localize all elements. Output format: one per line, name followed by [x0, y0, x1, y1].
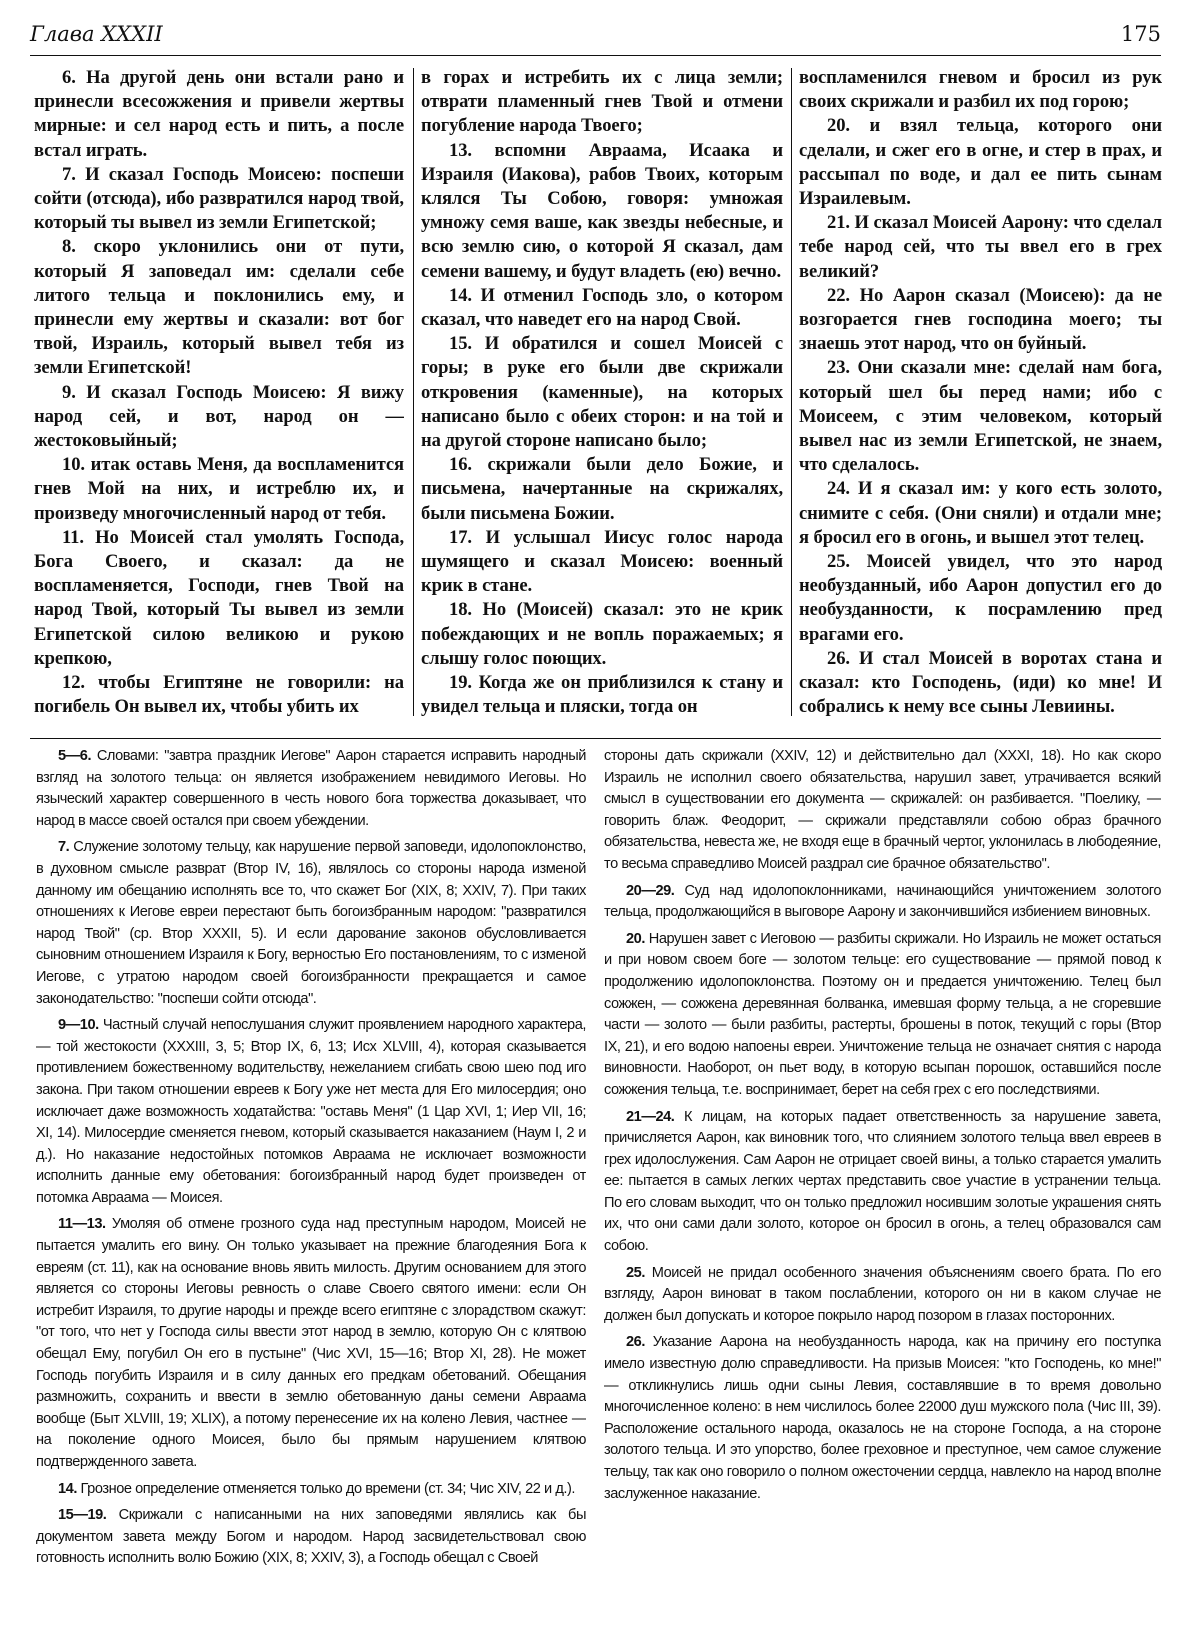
verse: 13. вспомни Авраама, Исаака и Израиля (Иакова), рабов Твоих, которым клялся Ты Собою, говоря: умножая умножу семя ваше, как звезды небесные, и всю землю сию, о которой Я сказал, дам семени вашему, и будут владеть (ею) вечно. [421, 139, 783, 282]
verse: 6. На другой день они встали рано и принесли всесожжения и привели жертвы мирные: и сел народ есть и пить, а после встал играть. [34, 67, 404, 161]
verse-reference: 5—6. [58, 748, 92, 764]
verse: 12. чтобы Египтяне не говорили: на погибель Он вывел их, чтобы убить их [34, 672, 404, 718]
commentary-paragraph [604, 1263, 1161, 1328]
verse-reference: 25. [626, 1264, 645, 1281]
commentary-text: Нарушен завет с Иеговою — разбиты скрижали. Но Израиль не может остаться и при новом своем боге — золотом тельце: его существование — прямой повод к продолжению идолопоклонства. Поэтому он и предается уничтожению. Телец был сожжен, — сожжена деревянная болванка, имевшая форму тельца, а не сгоревшие части — золото — были разбиты, растерты, брошены в поток, текущий с горы (Втор IX, 21), и его водою напоены евреи. Уничтожение тельца не означает снятия с народа виновности. Наоборот, он пьет воду, в которую всыпан порошок, оставшийся после сожжения тельца, т.е. воспринимает, берет на себя грех с его последствиями. [604, 930, 1161, 1098]
commentary-text: Моисей не придал особенного значения объяснениям своего брата. По его взгляду, Аарон виноват в таком послаблении, которого он ни в каком случае не должен был допускать и которое покрыло народ позором в глазах посторонних. [604, 1264, 1161, 1324]
verse-reference: 21—24. [626, 1108, 675, 1125]
verse-reference: 20—29. [626, 882, 675, 899]
commentary-text: стороны дать скрижали (XXIV, 12) и действительно дал (XXXI, 18). Но как скоро Израиль не исполнил своего обязательства, нарушил завет, утрачивается всякий смысл в существовании его документа — скрижалей: он разбивается. "Поелику, — говорить блаж. Феодорит, — скрижали представляли собою образ брачного обязательства, невеста же, не входя еще в брачный чертог, уклонилась в любодеяние, то весьма справедливо Моисей раздрал сие брачное обязательство". [604, 748, 1161, 872]
commentary-text: Скрижали с написанными на них заповедями являлись как бы документом завета между Богом и народом. Народ засвидетельствовал свою готовность исполнить волю Божию (XIX, 8; XXIV, 3), а Господь обещал с Своей [36, 1507, 586, 1567]
commentary-column-2 [604, 746, 1161, 1616]
verse-reference: 11—13. [58, 1216, 106, 1233]
verse-reference: 9—10. [58, 1017, 99, 1034]
verse: 26. И стал Моисей в воротах стана и сказал: кто Господень, (иди) ко мне! И собрались к нему все сыны Левиины. [799, 647, 1162, 718]
verse: 18. Но (Моисей) сказал: это не крик побеждающих и не вопль поражаемых; я слышу голос поющих. [421, 599, 783, 669]
commentary-text: Указание Аарона на необузданность народа, как на причину его поступка имело известную долю справедливости. На призыв Моисея: "кто Господень, ко мне!" — откликнулись лишь одни сыны Левия, составлявшие в то время довольно многочисленное колено: в нем числилось более 22000 душ мужского пола (Чис III, 39). Расположение остального народа, оказалось не на стороне Господа, а на стороне золотого тельца. И это упорство, более греховное и преступное, чем самое служение тельцу, так как оно говорило о полном ожесточении сердца, навлекло на народ вполне заслуженное наказание. [604, 1334, 1161, 1502]
verse: 22. Но Аарон сказал (Моисею): да не возгорается гнев господина моего; ты знаешь этот народ, что он буйный. [799, 284, 1162, 355]
commentary-paragraph [604, 1332, 1161, 1505]
header-rule [30, 55, 1161, 56]
commentary-paragraph [604, 1107, 1161, 1258]
verse-reference: 7. [58, 839, 70, 856]
verse: воспламенился гневом и бросил из рук своих скрижали и разбил их под горою; [799, 67, 1162, 113]
commentary-text: Словами: "завтра праздник Иегове" Аарон старается исправить народный взгляд на золотого тельца: он является изображением невидимого Иеговы. Но языческий характер совершенного в честь нового бога торжества доказывает, что народ в массе своей остался при своем убеждении. [36, 748, 586, 829]
column-separator [413, 68, 414, 716]
column-separator [791, 68, 792, 716]
commentary-paragraph [36, 1505, 586, 1570]
verse: 24. И я сказал им: у кого есть золото, снимите с себя. (Они сняли) и отдали мне; я бросил его в огонь, и вышел этот телец. [799, 478, 1162, 548]
commentary-paragraph [36, 1214, 586, 1473]
verse-reference: 26. [626, 1334, 645, 1351]
commentary-paragraph [604, 881, 1161, 924]
verse-reference: 20. [626, 930, 645, 947]
verse: 25. Моисей увидел, что это народ необузданный, ибо Аарон допустил его до необузданности, к посрамлению пред врагами его. [799, 551, 1162, 645]
commentary-text: Грозное определение отменяется только до времени (ст. 34; Чис XIV, 22 и д.). [76, 1480, 576, 1497]
commentary-column-1 [36, 746, 586, 1616]
commentary-paragraph [36, 837, 586, 1010]
verse-reference: 14. [58, 1480, 77, 1497]
verse: 16. скрижали были дело Божие, и письмена, начертанные на скрижалях, были письмена Божии. [421, 454, 783, 524]
page-number: 175 [1120, 22, 1161, 46]
verse: 11. Но Моисей стал умолять Господа, Бога Своего, и сказал: да не воспламеняется, Господи, гнев Твой на народ Твой, который Ты вывел из земли Египетской силою великою и рукою крепкою, [34, 526, 404, 669]
verse: 15. И обратился и сошел Моисей с горы; в руке его были две скрижали откровения (каменные), на которых написано было с обеих сторон: и на той и на другой стороне написано было; [421, 333, 783, 452]
section-divider [30, 738, 1161, 739]
commentary-text: Умоляя об отмене грозного суда над преступным народом, Моисей не пытается умалить его вину. Он только указывает на прежние благодеяния Бога к евреям (ст. 11), как на основание вновь явить милость. Другим основанием для этого является со стороны Иеговы ревность о славе Своего святого имени: если Он истребит Израиля, то другие народы и прежде всего египтяне с злорадством скажут: "от того, что нет у Господа силы ввести этот народ в землю, которую Он с клятвою обещал Ему, погубил Он его в пустыне" (Чис XVI, 15—16; Втор XI, 28). Не может Господь погубить Израиля и в силу данных его предкам обетований. Обещания размножить, сохранить и ввести в землю обетованную даны семени Авраама вообще (Быт XLVIII, 19; XLIX), а потому перенесение их на колено Левия, частнее — на поколение одного Моисея, было бы прямым нарушением клятвою подтвержденного завета. [36, 1216, 586, 1470]
verse: 10. итак оставь Меня, да воспламенится гнев Мой на них, и истреблю их, и произведу многочисленный народ от тебя. [34, 454, 404, 524]
verse: 14. И отменил Господь зло, о котором сказал, что наведет его на народ Свой. [421, 284, 783, 331]
bible-text-column-1 [34, 66, 404, 721]
verse: 7. И сказал Господь Моисею: поспеши сойти (отсюда), ибо развратился народ твой, который ты вывел из земли Египетской; [34, 163, 404, 234]
commentary-text: Служение золотому тельцу, как нарушение первой заповеди, идолопоклонство, в духовном смысле разврат (Втор IV, 16), являлось со стороны народа изменой данному им обещанию исполнять все то, что скажет Бог (XIX, 8; XXIV, 7). При таких отношениях к Иегове евреи перестают быть богоизбранным народом: "развратился народ Твой" (ср. Втор XXXII, 5). И если дарование законов обусловливается сыновним отношением Израиля к Богу, верностью Его постановлениям, то с изменой Иегове, с утратою народом своей богоизбранности прекращается и самое законодательство: "поспеши сойти отсюда". [36, 839, 586, 1007]
verse: 20. и взял тельца, которого они сделали, и сжег его в огне, и стер в прах, и рассыпал по воде, и дал ее пить сынам Израилевым. [799, 115, 1162, 210]
commentary-text: К лицам, на которых падает ответственность за нарушение завета, причисляется Аарон, как виновник того, что слиянием золотого тельца ввел евреев в грех идолослужения. Сам Аарон не отрицает своей вины, а только старается умалить ее: пытается в самых легких чертах представить свое участие в устранении тельца. По его словам выходит, что он только предложил носившим золотые украшения снять их, что они сами дали золото, которое он бросил в огонь, а телец образовался сам собою. [604, 1108, 1161, 1255]
page-header [30, 20, 1161, 50]
commentary-paragraph [604, 929, 1161, 1102]
verse-reference: 15—19. [58, 1507, 107, 1524]
verse: 17. И услышал Иисус голос народа шумящего и сказал Моисею: военный крик в стане. [421, 526, 783, 597]
verse: в горах и истребить их с лица земли; отврати пламенный гнев Твой и отмени погубление народа Твоего; [421, 67, 783, 137]
commentary-paragraph [36, 1479, 586, 1501]
commentary-paragraph [36, 1015, 586, 1209]
commentary-paragraph [604, 746, 1161, 876]
verse: 23. Они сказали мне: сделай нам бога, который шел бы перед нами; ибо с Моисеем, с этим человеком, который вывел нас из земли Египетской, не знаем, что сделалось. [799, 357, 1162, 476]
commentary-text: Суд над идолопоклонниками, начинающийся уничтожением золотого тельца, продолжающийся в выговоре Аарону и закончившийся избиением виновных. [604, 882, 1161, 921]
bible-text-column-2 [421, 66, 783, 721]
commentary-paragraph [36, 746, 586, 832]
verse: 19. Когда же он приблизился к стану и увидел тельца и пляски, тогда он [421, 672, 783, 718]
verse: 8. скоро уклонились они от пути, который Я заповедал им: сделали себе литого тельца и поклонились ему, и принесли ему жертвы и сказали: вот бог твой, Израиль, который вывел тебя из земли Египетской! [34, 236, 404, 379]
verse: 9. И сказал Господь Моисею: Я вижу народ сей, и вот, народ он — жестоковыйный; [34, 381, 404, 452]
bible-text-column-3 [799, 66, 1162, 721]
verse: 21. И сказал Моисей Аарону: что сделал тебе народ сей, что ты ввел его в грех великий? [799, 212, 1162, 282]
chapter-title: Глава XXXII [30, 22, 163, 46]
commentary-text: Частный случай непослушания служит проявлением народного характера, — той жестокости (XXXIII, 3, 5; Втор IX, 6, 13; Исх XLVIII, 4), которая сказывается противлением божественному водительству, нежеланием сгибать свою шею под иго закона. При таком отношении евреев к Богу уже нет места для Его милосердия; оно исключает даже возможность ходатайства: "оставь Меня" (1 Цар XVI, 1; Иер VII, 16; XI, 14). Милосердие сменяется гневом, который сказывается наказанием (Наум I, 2 и д.). Но наказание недостойных потомков Авраама не исключает возможности исполнить данные ему обетования: богоизбранный народ будет произведен от потомка Авраама — Моисея. [36, 1017, 586, 1206]
